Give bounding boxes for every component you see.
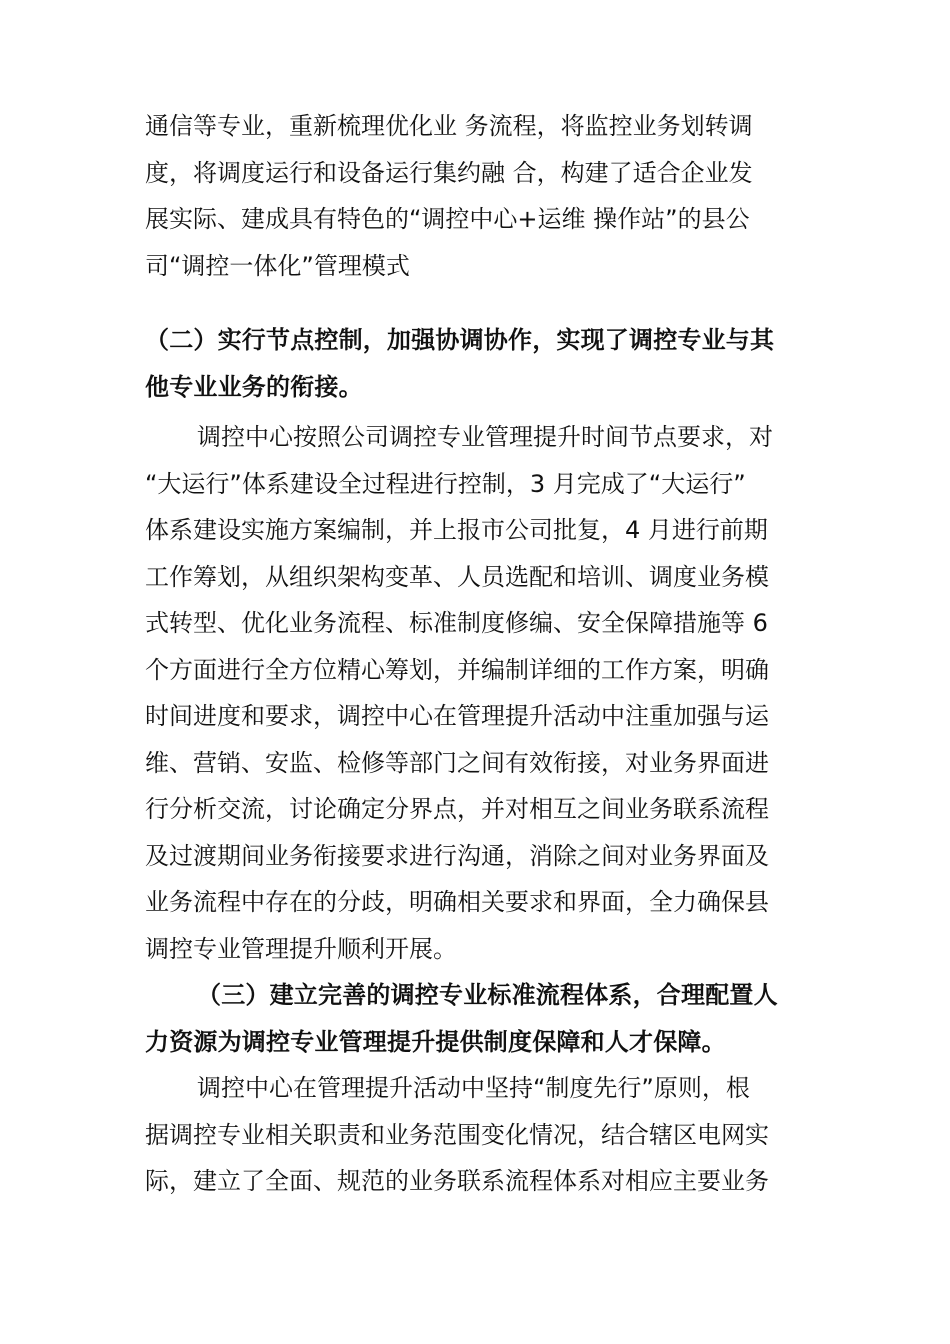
text-line: 度，将调度运行和设备运行集约融 合，构建了适合企业发 — [145, 158, 753, 187]
text-line: 体系建设实施方案编制，并上报市公司批复，4 月进行前期 — [145, 516, 768, 544]
section-heading-3 — [145, 972, 810, 1065]
text-line: 际，建立了全面、规范的业务联系流程体系对相应主要业务 — [145, 1167, 769, 1195]
text-line: 展实际、建成具有特色的“调控中心+运维 操作站”的县公 — [145, 205, 750, 233]
section-body-3 — [145, 1065, 810, 1205]
text-line: 及过渡期间业务衔接要求进行沟通，消除之间对业务界面及 — [145, 841, 769, 870]
document-page — [145, 103, 810, 1205]
text-line: 通信等专业，重新梳理优化业 务流程，将监控业务划转调 — [145, 112, 753, 140]
text-line: 调控专业管理提升顺利开展。 — [145, 934, 457, 963]
text-line: 司“调控一体化”管理模式 — [145, 251, 410, 280]
text-line: “大运行”体系建设全过程进行控制，3 月完成了“大运行” — [145, 469, 746, 498]
section-heading-2 — [145, 317, 810, 410]
heading-line: 他专业业务的衔接。 — [145, 372, 363, 401]
heading-line: （三）建立完善的调控专业标准流程体系，合理配置人 — [197, 981, 778, 1009]
text-line: 式转型、优化业务流程、标准制度修编、安全保障措施等 6 — [145, 609, 768, 637]
text-line: 个方面进行全方位精心筹划，并编制详细的工作方案，明确 — [145, 655, 769, 684]
intro-paragraph — [145, 103, 810, 289]
heading-line: 力资源为调控专业管理提升提供制度保障和人才保障。 — [145, 1027, 726, 1056]
heading-line: （二）实行节点控制，加强协调协作，实现了调控专业与其 — [145, 326, 775, 354]
spacer — [145, 289, 810, 317]
section-body-2 — [145, 414, 810, 972]
text-line: 行分析交流，讨论确定分界点，并对相互之间业务联系流程 — [145, 795, 769, 823]
text-line: 调控中心在管理提升活动中坚持“制度先行”原则，根 — [197, 1074, 750, 1102]
text-line: 时间进度和要求，调控中心在管理提升活动中注重加强与运 — [145, 702, 769, 730]
text-line: 业务流程中存在的分歧，明确相关要求和界面，全力确保县 — [145, 888, 769, 916]
text-line: 调控中心按照公司调控专业管理提升时间节点要求，对 — [197, 423, 773, 451]
text-line: 工作筹划，从组织架构变革、人员选配和培训、调度业务模 — [145, 562, 769, 591]
text-line: 据调控专业相关职责和业务范围变化情况，结合辖区电网实 — [145, 1120, 769, 1149]
text-line: 维、营销、安监、检修等部门之间有效衔接，对业务界面进 — [145, 748, 769, 777]
